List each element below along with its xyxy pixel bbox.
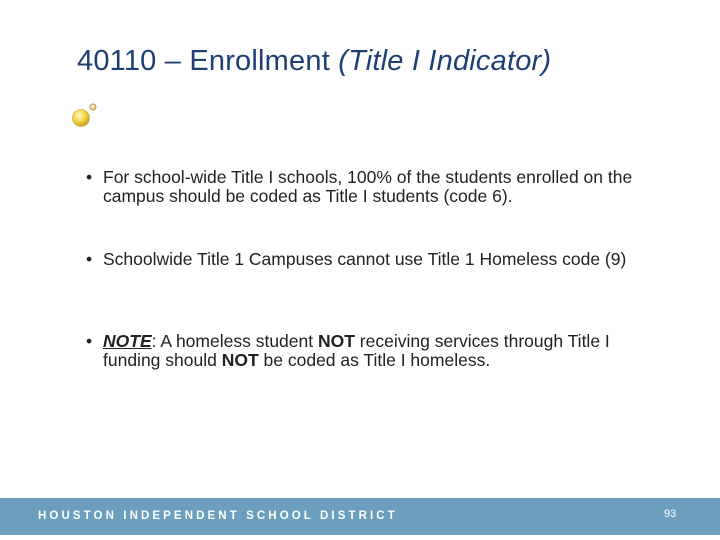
- bubbles-icon: [70, 100, 100, 130]
- title-main: 40110 – Enrollment: [77, 45, 330, 77]
- footer-bar: [0, 498, 720, 535]
- bullet-item: [86, 168, 663, 206]
- slide-title: [77, 45, 551, 78]
- note-label: NOTE: [103, 331, 152, 351]
- bullet-item: [86, 332, 663, 370]
- bullet-item: [86, 250, 663, 269]
- bullet-marker: •: [86, 249, 93, 269]
- page-number: 93: [664, 508, 677, 520]
- bullet-text: [103, 332, 663, 370]
- bullet-text: Schoolwide Title 1 Campuses cannot use Title 1 Homeless code (9): [103, 249, 627, 269]
- bullet-marker: •: [86, 331, 93, 351]
- footer-organization: HOUSTON INDEPENDENT SCHOOL DISTRICT: [38, 510, 398, 522]
- bullet-text: For school-wide Title I schools, 100% of the students enrolled on the campus should be coded as Title I students (code 6).: [103, 167, 633, 206]
- note-part-1: : A homeless student: [151, 331, 318, 351]
- note-part-3: be coded as Title I homeless.: [258, 350, 491, 370]
- note-part-2: receiving services through Title I funding should: [103, 331, 610, 370]
- title-italic: (Title I Indicator): [338, 45, 552, 77]
- note-emphasis-not: NOT: [317, 331, 355, 351]
- bullet-marker: •: [86, 167, 93, 187]
- note-emphasis-not: NOT: [221, 350, 259, 370]
